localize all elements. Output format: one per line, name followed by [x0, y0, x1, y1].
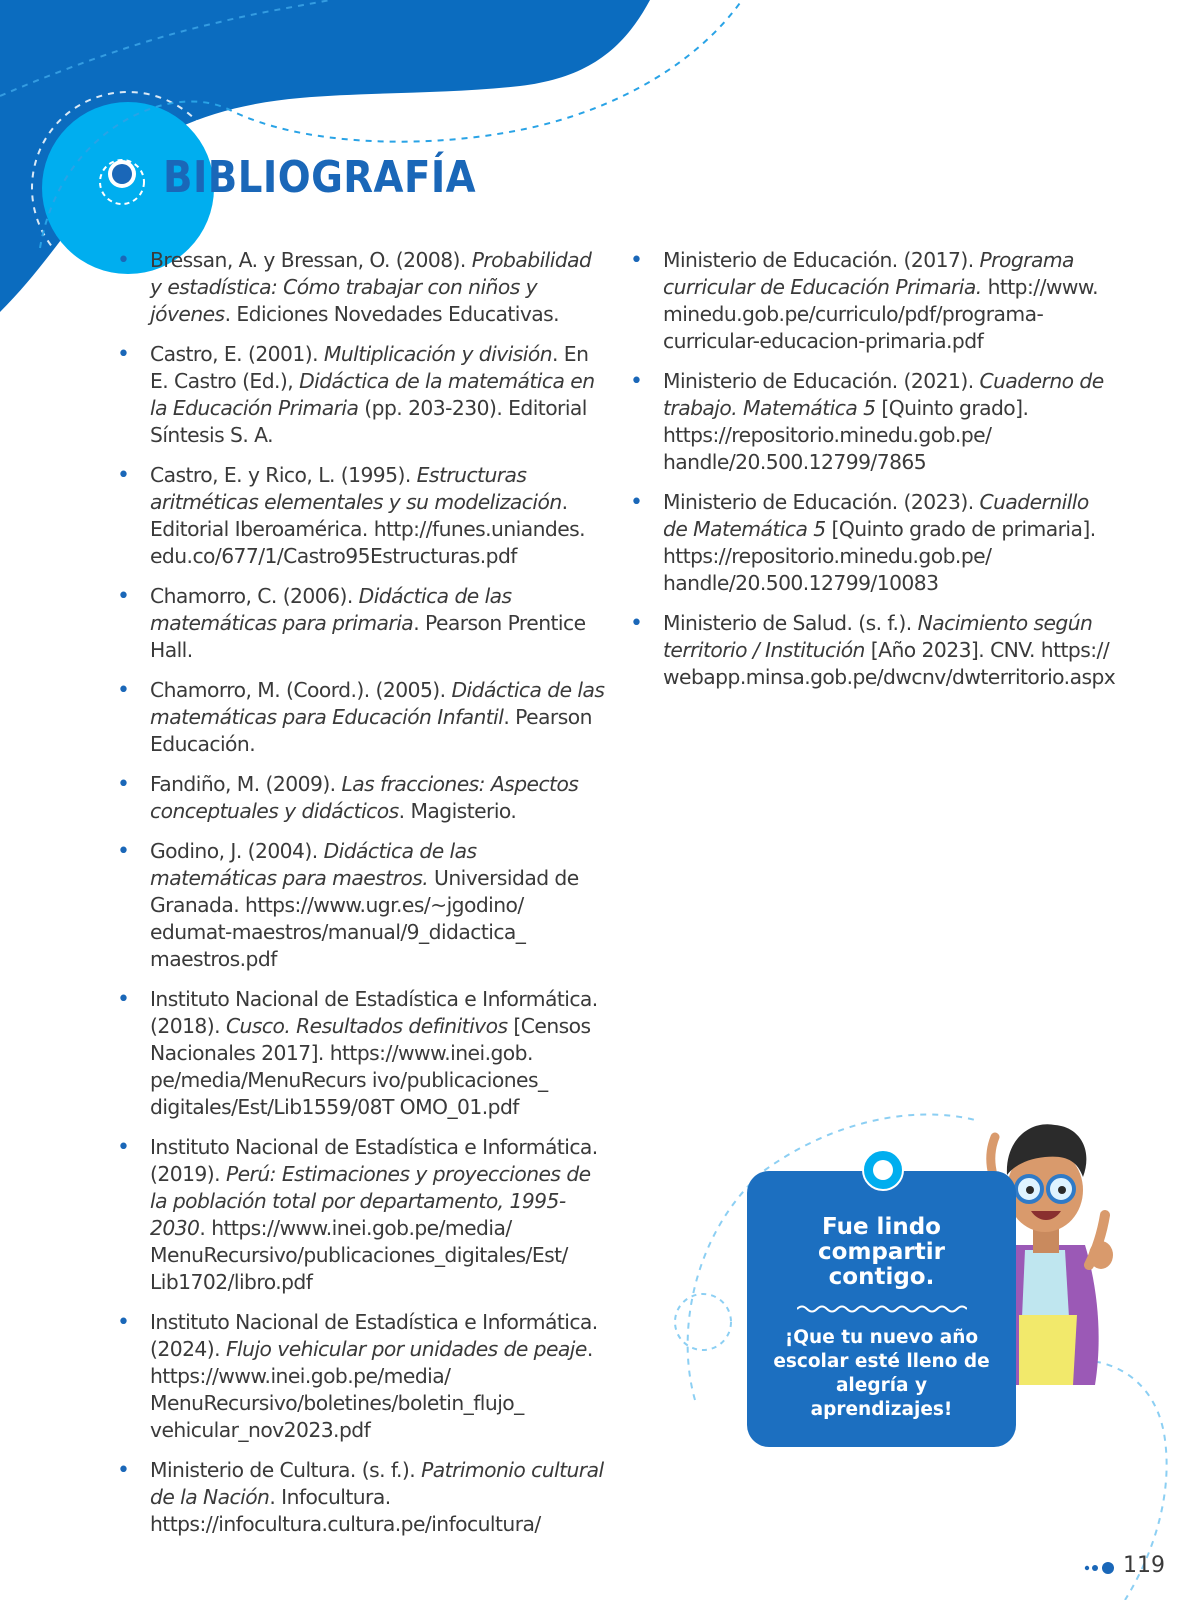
reference-text: • Ministerio de Educación. (2023). Cuadernillo de Matemática 5 [Quinto grado de primaria]. https://repositorio.minedu.gob.pe/ handle/20.500.12799/10083	[663, 490, 1096, 595]
reference-item	[117, 838, 607, 973]
reference-text: • Ministerio de Educación. (2017). Programa curricular de Educación Primaria. http://www. minedu.gob.pe/curriculo/pdf/programa- curricular-educacion-primaria.pdf	[663, 248, 1098, 353]
card-message: ¡Que tu nuevo año escolar esté lleno de alegría y aprendizajes!	[773, 1327, 990, 1420]
card-heading: Fue lindo compartir contigo.	[818, 1214, 945, 1290]
reference-item	[117, 1457, 607, 1538]
reference-item	[117, 462, 607, 570]
reference-item	[117, 341, 607, 449]
reference-text: • Ministerio de Salud. (s. f.). Nacimiento según territorio / Institución [Año 2023]. CNV. https:// webapp.minsa.gob.pe/dwcnv/dwterritorio.aspx	[663, 611, 1116, 689]
reference-item	[630, 610, 1116, 691]
reference-text: • Instituto Nacional de Estadística e Informática. (2018). Cusco. Resultados definitivos [Censos Nacionales 2017]. https://www.inei.gob. pe/media/MenuRecurs ivo/publicaciones_ digitales/Est/Lib1559/08T OMO_01.pdf	[150, 987, 598, 1119]
reference-text: • Fandiño, M. (2009). Las fracciones: Aspectos conceptuales y didácticos. Magisterio.	[150, 772, 579, 823]
reference-text: • Chamorro, C. (2006). Didáctica de las matemáticas para primaria. Pearson Prentice Hall.	[150, 584, 586, 662]
reference-item	[117, 247, 607, 328]
reference-text: • Castro, E. (2001). Multiplicación y división. En E. Castro (Ed.), Didáctica de la matemática en la Educación Primaria (pp. 203-230). Editorial Síntesis S. A.	[150, 342, 595, 447]
reference-text: • Castro, E. y Rico, L. (1995). Estructuras aritméticas elementales y su modelización. Editorial Iberoamérica. http://funes.uniandes. edu.co/677/1/Castro95Estructuras.pdf	[150, 463, 586, 568]
reference-text: • Instituto Nacional de Estadística e Informática. (2019). Perú: Estimaciones y proyecciones de la población total por departamento, 1995-2030. https://www.inei.gob.pe/media/ MenuRecursivo/publicaciones_digitales/Est/ Lib1702/libro.pdf	[150, 1135, 598, 1294]
page-number: 119	[1123, 1553, 1165, 1578]
reference-text: • Ministerio de Cultura. (s. f.). Patrimonio cultural de la Nación. Infocultura. https://infocultura.cultura.pe/infocultura/	[150, 1458, 604, 1536]
reference-text: • Chamorro, M. (Coord.). (2005). Didáctica de las matemáticas para Educación Infantil. Pearson Educación.	[150, 678, 605, 756]
reference-text: • Instituto Nacional de Estadística e Informática. (2024). Flujo vehicular por unidades de peaje. https://www.inei.gob.pe/media/ MenuRecursivo/boletines/boletin_flujo_ vehicular_nov2023.pdf	[150, 1310, 598, 1442]
reference-item	[630, 247, 1110, 355]
reference-text: • Bressan, A. y Bressan, O. (2008). Probabilidad y estadística: Cómo trabajar con niños y jóvenes. Ediciones Novedades Educativas.	[150, 248, 592, 326]
page-dots-icon	[1083, 1561, 1119, 1575]
farewell-card	[747, 1171, 1016, 1447]
reference-text: • Ministerio de Educación. (2021). Cuaderno de trabajo. Matemática 5 [Quinto grado]. https://repositorio.minedu.gob.pe/ handle/20.500.12799/7865	[663, 369, 1104, 474]
reference-item	[630, 368, 1110, 476]
reference-list-left	[117, 247, 607, 1551]
reference-item	[117, 677, 607, 758]
card-ring-icon	[862, 1149, 904, 1191]
reference-item	[117, 583, 607, 664]
reference-list-right	[630, 247, 1116, 704]
reference-item	[117, 986, 607, 1121]
title-ring-icon	[92, 152, 152, 212]
reference-item	[117, 1134, 607, 1296]
reference-item	[117, 771, 607, 825]
reference-item	[630, 489, 1110, 597]
reference-item	[117, 1309, 607, 1444]
wave-divider-icon	[797, 1304, 967, 1314]
page-title: BIBLIOGRAFÍA	[163, 152, 477, 203]
reference-text: • Godino, J. (2004). Didáctica de las matemáticas para maestros. Universidad de Granada. https://www.ugr.es/~jgodino/ edumat-maestros/manual/9_didactica_ maestros.pdf	[150, 839, 579, 971]
